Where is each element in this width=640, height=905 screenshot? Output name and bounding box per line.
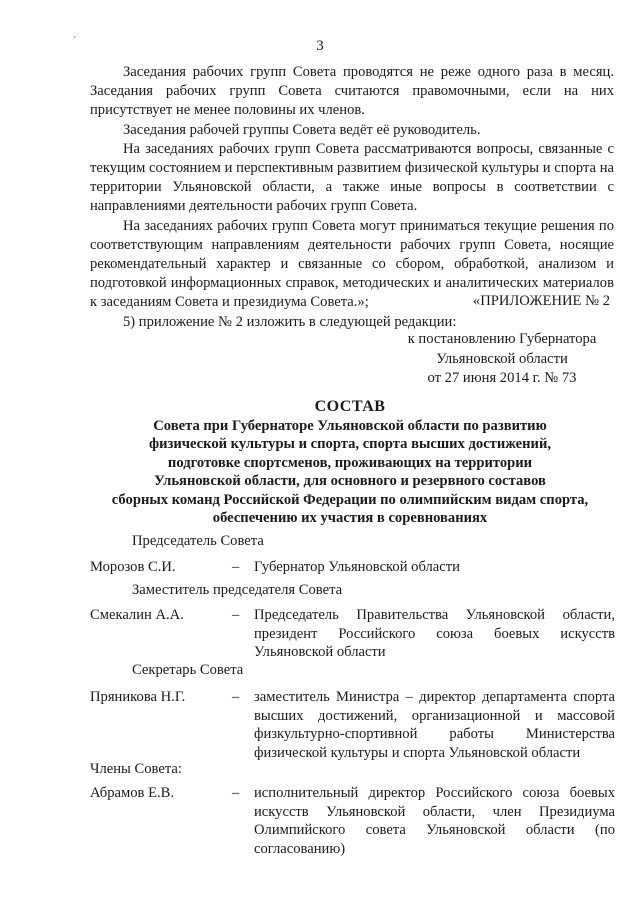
member-dash: – xyxy=(232,689,240,705)
member-dash: – xyxy=(232,559,240,575)
decree-ref-line: к постановлению Губернатора xyxy=(407,331,597,347)
composition-title-line: сборных команд Российской Федерации по олимпийским видам спорта, xyxy=(111,491,589,508)
member-description: Губернатор Ульяновской области xyxy=(254,559,460,575)
member-name: Пряникова Н.Г. xyxy=(90,689,186,705)
member-name: Морозов С.И. xyxy=(90,559,176,575)
composition-title-line: подготовке спортсменов, проживающих на территории xyxy=(167,454,533,471)
member-description: исполнительный директор Российского союза боевых искусств Ульяновской области, член Президиума Олимпийского совета Ульяновской области (по согласованию) xyxy=(254,785,615,857)
appendix-title: «ПРИЛОЖЕНИЕ № 2 xyxy=(472,293,610,309)
composition-title-line: Ульяновской области, для основного и резервного составов xyxy=(154,473,546,489)
decree-ref-line: от 27 июня 2014 г. № 73 xyxy=(427,370,577,386)
composition-title-line: физической культуры и спорта, спорта высших достижений, xyxy=(148,436,552,452)
composition-title-line: обеспечению их участия в соревнованиях xyxy=(212,510,488,526)
page-number: 3 xyxy=(316,38,324,54)
decree-reference xyxy=(392,330,612,389)
member-description: заместитель Министра – директор департамента спорта высших достижений, организационной и массовой физкультурно-спортивной работы Министерства физической культуры и спорта Ульяновской области xyxy=(254,689,615,761)
paragraph-meeting-decisions: На заседаниях рабочих групп Совета могут приниматься текущие решения по соответствующим направлениям деятельности рабочих групп Совета, носящие рекомендательный характер и связанные со сбором, обработкой, анализом и подготовкой информационных справок, методических и аналитических материалов к заседаниям Совета и президиума Совета.»; xyxy=(90,217,614,311)
paragraph-meeting-chair: Заседания рабочей группы Совета ведёт её руководитель. xyxy=(123,121,481,138)
role-deputy: Заместитель председателя Совета xyxy=(132,582,343,598)
member-description: Председатель Правительства Ульяновской области, президент Российского союза боевых искусств Ульяновской области xyxy=(254,607,615,660)
role-members: Члены Совета: xyxy=(90,761,182,777)
scan-speck: ` xyxy=(73,36,77,47)
role-chairman: Председатель Совета xyxy=(132,533,264,549)
member-name: Смекалин А.А. xyxy=(90,607,184,623)
paragraph-meetings-frequency: Заседания рабочих групп Совета проводятся не реже одного раза в месяц. Заседания рабочих групп Совета считаются правомочными, если на них присутствует не менее половины их членов. xyxy=(90,64,614,119)
composition-title-line: Совета при Губернаторе Ульяновской области по развитию xyxy=(153,417,547,434)
body-text xyxy=(90,63,614,332)
paragraph-meeting-topics: На заседаниях рабочих групп Совета рассматриваются вопросы, связанные с текущим состоянием и перспективным развитием физической культуры и спорта на территории Ульяновской области, а также иные вопросы в соответствии с направлениями деятельности рабочих групп Совета. xyxy=(90,140,614,215)
decree-ref-line: Ульяновской области xyxy=(436,350,568,367)
composition-heading: СОСТАВ xyxy=(314,398,386,415)
composition-title xyxy=(90,398,610,528)
member-name: Абрамов Е.В. xyxy=(90,785,175,801)
paragraph-amendment: 5) приложение № 2 изложить в следующей редакции: xyxy=(123,313,457,330)
member-dash: – xyxy=(232,785,240,801)
role-secretary: Секретарь Совета xyxy=(132,662,244,678)
member-dash: – xyxy=(232,607,240,623)
